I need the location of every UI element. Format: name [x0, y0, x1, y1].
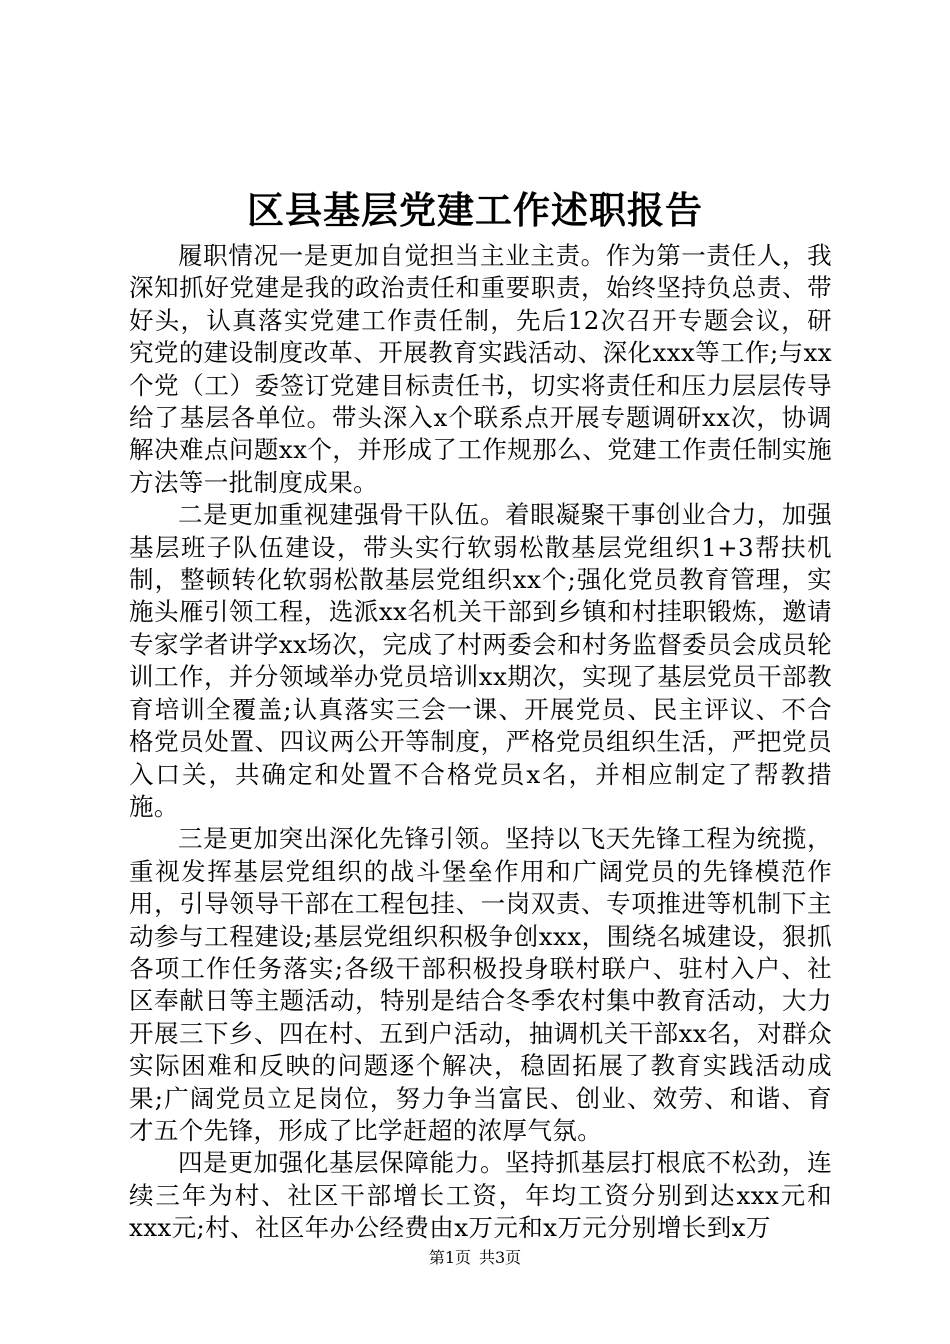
document-title: 区县基层党建工作述职报告: [247, 188, 703, 232]
paragraph-1: 履职情况一是更加自觉担当主业主责。作为第一责任人，我深知抓好党建是我的政治责任和重要职责，始终坚持负总责、带好头，认真落实党建工作责任制，先后12次召开专题会议，研究党的建设制度改革、开展教育实践活动、深化xxx等工作;与xx个党（工）委签订党建目标责任书，切实将责任和压力层层传导给了基层各单位。带头深入x个联系点开展专题调研xx次，协调解决难点问题xx个，并形成了工作规那么、党建工作责任制实施方法等一批制度成果。: [129, 241, 832, 497]
page-total: 共3页: [479, 1248, 522, 1267]
page-footer: [0, 1246, 950, 1270]
paragraph-3: 三是更加突出深化先锋引领。坚持以飞天先锋工程为统揽，重视发挥基层党组织的战斗堡垒作用和广阔党员的先锋模范作用，引导领导干部在工程包挂、一岗双责、专项推进等机制下主动参与工程建设;基层党组织积极争创xxx，围绕名城建设，狠抓各项工作任务落实;各级干部积极投身联村联户、驻村入户、社区奉献日等主题活动，特别是结合冬季农村集中教育活动，大力开展三下乡、四在村、五到户活动，抽调机关干部xx名，对群众实际困难和反映的问题逐个解决，稳固拓展了教育实践活动成果;广阔党员立足岗位，努力争当富民、创业、效劳、和谐、育才五个先锋，形成了比学赶超的浓厚气氛。: [129, 824, 832, 1145]
page-number: 第1页: [428, 1248, 471, 1267]
paragraph-2: 二是更加重视建强骨干队伍。着眼凝聚干事创业合力，加强基层班子队伍建设，带头实行软弱松散基层党组织1+3帮扶机制，整顿转化软弱松散基层党组织xx个;强化党员教育管理，实施头雁引领工程，选派xx名机关干部到乡镇和村挂职锻炼，邀请专家学者讲学xx场次，完成了村两委会和村务监督委员会成员轮训工作，并分领域举办党员培训xx期次，实现了基层党员干部教育培训全覆盖;认真落实三会一课、开展党员、民主评议、不合格党员处置、四议两公开等制度，严格党员组织生活，严把党员入口关，共确定和处置不合格党员x名，并相应制定了帮教措施。: [129, 500, 832, 821]
paragraph-4: 四是更加强化基层保障能力。坚持抓基层打根底不松劲，连续三年为村、社区干部增长工资，年均工资分别到达xxx元和xxx元;村、社区年办公经费由x万元和x万元分别增长到x万: [129, 1148, 832, 1243]
document-body: [129, 240, 832, 1245]
